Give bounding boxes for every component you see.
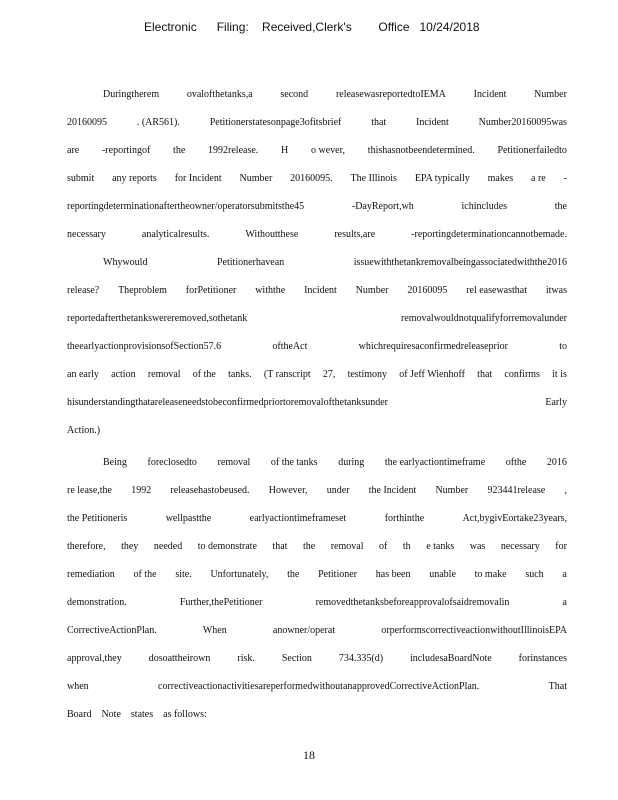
text-word: The Illinois: [350, 173, 397, 184]
text-line: [67, 424, 567, 438]
text-line: [67, 680, 567, 694]
text-word: . (AR561).: [136, 117, 180, 128]
text-line: [67, 200, 567, 214]
text-word: has been: [375, 569, 411, 580]
text-word: removal: [147, 369, 181, 380]
text-word: -: [563, 173, 567, 184]
text-word: that: [371, 117, 387, 128]
text-word: action: [111, 369, 136, 380]
text-line: [67, 652, 567, 666]
text-word: 923441release: [487, 485, 546, 496]
text-word: correctiveactionactivitiesareperformedwithoutanapprovedCorrectiveActionPlan.: [158, 681, 480, 692]
text-line: [67, 116, 567, 130]
text-word: any reports: [112, 173, 157, 184]
text-word: the Petitioneris: [67, 513, 128, 524]
text-word: removal: [330, 541, 364, 552]
text-word: such: [525, 569, 544, 580]
text-word: of the: [192, 369, 216, 380]
text-word: Petitionerstatesonpage3ofitsbrief: [209, 117, 342, 128]
text-word: forPetitioner: [185, 285, 237, 296]
text-word: earlyactiontimeframeset: [249, 513, 347, 524]
text-line: [103, 88, 567, 102]
text-word: itwas: [545, 285, 567, 296]
text-word: Number: [355, 285, 389, 296]
text-word: ofthe: [505, 457, 527, 468]
text-word: they: [121, 541, 139, 552]
text-word: (T ranscript: [263, 369, 311, 380]
text-word: e tanks: [426, 541, 455, 552]
text-word: for Incident: [174, 173, 222, 184]
text-word: Incident: [304, 285, 337, 296]
text-word: Act,bygivEortake23years,: [462, 513, 567, 524]
text-word: o wever,: [311, 145, 346, 156]
text-word: theearlyactionprovisionsofSection57.6: [67, 341, 222, 352]
text-line: [67, 708, 567, 722]
text-word: includesaBoardNote: [410, 653, 492, 664]
text-word: that: [272, 541, 288, 552]
text-word: approval,they: [67, 653, 122, 664]
text-word: Action.): [67, 425, 101, 436]
text-word: oftheAct: [272, 341, 308, 352]
text-word: Petitionerhavean: [216, 257, 285, 268]
text-word: re lease,the: [67, 485, 112, 496]
text-line: [67, 596, 567, 610]
text-word: ichincludes: [461, 201, 508, 212]
text-word: therefore,: [67, 541, 106, 552]
text-line: [67, 312, 567, 326]
text-word: to make: [474, 569, 507, 580]
text-line: [67, 368, 567, 382]
text-word: tanks.: [228, 369, 252, 380]
text-word: th: [402, 541, 411, 552]
text-word: demonstration.: [67, 597, 127, 608]
text-word: when: [67, 681, 89, 692]
text-word: are: [67, 145, 80, 156]
text-word: Petitionerfailedto: [497, 145, 567, 156]
text-word: analyticalresults.: [141, 229, 210, 240]
text-word: submit: [67, 173, 95, 184]
text-word: -reportingof: [101, 145, 151, 156]
text-word: states: [130, 709, 154, 720]
text-word: 2016: [546, 457, 567, 468]
text-word: a: [562, 597, 567, 608]
text-word: Duringtherem: [103, 89, 160, 100]
text-word: anowner/operat: [272, 625, 336, 636]
text-word: Number: [534, 89, 567, 100]
text-word: that: [477, 369, 493, 380]
text-line: [67, 484, 567, 498]
page-number: 18: [303, 748, 315, 762]
text-word: thishasnotbeendetermined.: [367, 145, 475, 156]
text-word: as follows:: [163, 709, 207, 720]
text-word: Incident: [416, 117, 449, 128]
text-word: the: [287, 569, 300, 580]
text-word: Incident: [473, 89, 507, 100]
text-word: necessary: [500, 541, 540, 552]
text-word: removedthetanksbeforeapprovalofsaidremovalin: [315, 597, 510, 608]
text-word: CorrectiveActionPlan.: [67, 625, 157, 636]
text-word: Number: [435, 485, 469, 496]
text-word: -reportingdeterminationcannotbemade.: [411, 229, 567, 240]
text-word: Board: [67, 709, 92, 720]
text-word: reportingdeterminationaftertheowner/operatorsubmitsthe45: [67, 201, 305, 212]
text-word: However,: [268, 485, 308, 496]
text-word: risk.: [237, 653, 255, 664]
text-word: 1992: [131, 485, 152, 496]
text-word: an early: [67, 369, 99, 380]
text-word: for: [555, 541, 567, 552]
text-word: 20160095.: [290, 173, 333, 184]
text-word: foreclosedto: [147, 457, 197, 468]
text-word: 27,: [322, 369, 336, 380]
text-word: That: [548, 681, 567, 692]
text-word: Being: [103, 457, 127, 468]
text-word: reportedafterthetankswereremoved,sothetank: [67, 313, 248, 324]
text-word: during: [338, 457, 365, 468]
text-word: a: [562, 569, 567, 580]
text-word: Note: [101, 709, 121, 720]
text-word: whichrequiresaconfirmedreleaseprior: [358, 341, 508, 352]
text-line: [103, 256, 567, 270]
text-word: remediation: [67, 569, 115, 580]
text-line: [67, 540, 567, 554]
text-line: [67, 340, 567, 354]
text-word: makes: [487, 173, 514, 184]
text-word: 20160095: [67, 117, 107, 128]
text-word: -DayReport,wh: [351, 201, 414, 212]
text-word: site.: [175, 569, 192, 580]
text-line: [67, 396, 567, 410]
text-word: the earlyactiontimeframe: [384, 457, 486, 468]
text-word: wellpastthe: [165, 513, 212, 524]
text-word: removalwouldnotqualifyforremovalunder: [400, 313, 567, 324]
text-word: of: [379, 541, 388, 552]
text-word: second: [280, 89, 309, 100]
text-word: ,: [564, 485, 567, 496]
text-word: Further,thePetitioner: [179, 597, 263, 608]
text-word: 734.335(d): [338, 653, 384, 664]
text-line: [67, 568, 567, 582]
text-word: results,are: [334, 229, 376, 240]
text-word: needed: [153, 541, 183, 552]
text-word: Number20160095was: [478, 117, 567, 128]
text-word: releasewasreportedtoIEMA: [335, 89, 446, 100]
text-word: orperformscorrectiveactionwithoutIllinoisEPA: [381, 625, 567, 636]
text-word: the: [302, 541, 316, 552]
text-line: [67, 512, 567, 526]
text-word: of the tanks: [270, 457, 318, 468]
text-word: Section: [281, 653, 312, 664]
text-word: was: [469, 541, 486, 552]
text-word: Petitioner: [318, 569, 358, 580]
text-word: Number: [239, 173, 273, 184]
text-word: a re: [531, 173, 546, 184]
text-word: Early: [545, 397, 567, 408]
text-line: [67, 144, 567, 158]
text-word: Theproblem: [118, 285, 167, 296]
text-word: Withoutthese: [245, 229, 299, 240]
text-word: rel easewasthat: [466, 285, 527, 296]
text-word: releasehastobeused.: [170, 485, 250, 496]
text-word: dosoattheirown: [148, 653, 211, 664]
text-line: [67, 624, 567, 638]
text-word: testimony: [347, 369, 388, 380]
text-word: ovalofthetanks,a: [186, 89, 253, 100]
text-word: 20160095: [407, 285, 448, 296]
text-word: release?: [67, 285, 100, 296]
text-word: the: [554, 201, 567, 212]
text-word: the: [173, 145, 186, 156]
text-word: forinstances: [518, 653, 567, 664]
text-word: withthe: [255, 285, 286, 296]
text-word: Whywould: [103, 257, 148, 268]
text-word: removal: [217, 457, 251, 468]
text-word: under: [326, 485, 350, 496]
text-line: [67, 284, 567, 298]
text-word: forthinthe: [384, 513, 425, 524]
text-line: [67, 172, 567, 186]
text-word: Unfortunately,: [210, 569, 269, 580]
text-word: to demonstrate: [197, 541, 257, 552]
text-word: EPA typically: [414, 173, 470, 184]
text-line: [67, 228, 567, 242]
text-word: necessary: [67, 229, 106, 240]
text-word: confirms: [504, 369, 540, 380]
text-word: of Jeff Wienhoff: [399, 369, 465, 380]
text-word: hisunderstandingthatareleaseneedstobeconfirmedpriortoremovalofthetanksunder: [67, 397, 388, 408]
text-word: When: [202, 625, 227, 636]
text-word: the Incident: [368, 485, 417, 496]
text-word: it is: [552, 369, 567, 380]
text-word: of the: [133, 569, 157, 580]
text-line: [103, 456, 567, 470]
text-word: 1992release.: [208, 145, 259, 156]
text-word: H: [281, 145, 289, 156]
text-word: to: [559, 341, 567, 352]
text-word: unable: [429, 569, 456, 580]
filing-header: Electronic Filing: Received,Clerk's Office 10/24/2018: [144, 20, 480, 34]
text-word: issuewiththetankremovalbeingassociatedwiththe2016: [353, 257, 567, 268]
